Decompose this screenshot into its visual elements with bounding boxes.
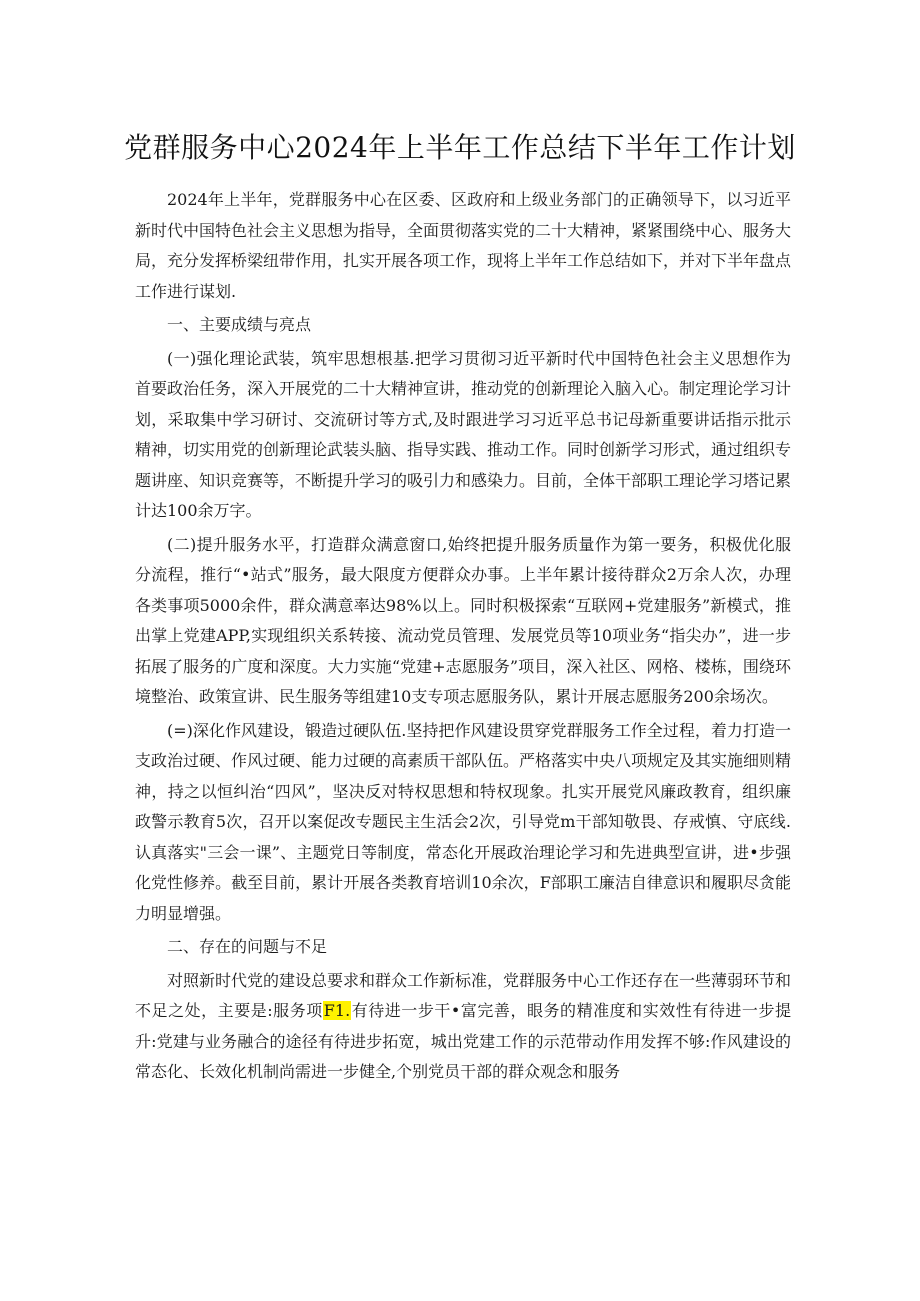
highlighted-text: F1. xyxy=(323,1001,351,1020)
document-title: 党群服务中心2024年上半年工作总结下半年工作计划 xyxy=(124,131,796,164)
problems-text-start: 对照新时代党的建设总要求和群众工作新标准，党群服务中心工作还存在一些薄弱环节和不足之处，主要是:服务项 xyxy=(135,970,792,1020)
paragraph-theory: (一)强化理论武装，筑牢思想根基.把学习贯彻习近平新时代中国特色社会主义思想作为首要政治任务，深入开展党的二十大精神宣讲，推动党的创新理论入脑入心。制定理论学习计划，采取集中学习研讨、交流研讨等方式,及时跟进学习习近平总书记母新重要讲话指示批示精神，切实用党的创新理论武装头脑、指导实践、推动工作。同时创新学习形式，通过组织专题讲座、知识竞赛等，不断提升学习的吸引力和感染力。目前，全体干部职工理论学习塔记累计达100余万字。 xyxy=(135,348,792,520)
paragraph-service: (二)提升服务水平，打造群众满意窗口,始终把提升服务质量作为第一要务，积极优化服分流程，推行“•站式”服务，最大限度方便群众办事。上半年累计接待群众2万余人次，办理各类事项5000余件，群众满意率达98%以上。同时积极探索“互联网+党建服务”新模式，推出掌上党建APP,实现组织关系转接、流动党员管理、发展党员等10项业务“指尖办”，进一步拓展了服务的广度和深度。大力实施“党建+志愿服务”项目，深入社区、网格、楼栋，围绕环境整治、政策宣讲、民生服务等组建10支专项志愿服务队，累计开展志愿服务200余场次。 xyxy=(135,534,791,706)
section-heading-problems: 二、存在的问题与不足 xyxy=(167,937,328,956)
paragraph-work-style: (=)深化作风建设，锻造过硬队伍.坚持把作风建设贯穿党群服务工作全过程，着力打造一支政治过硬、作风过硬、能力过硬的高素质干部队伍。严格落实中央八项规定及其实施细则精神，持之以恒纠治“四风”，坚决反对特权思想和特权现象。扎实开展党风廉政教育，组织廉政警示教育5次，召开以案促改专题民主生活会2次，引导党m干部知敬畏、存戒慎、守底线.认真落实"三会一课”、主题党日等制度，常态化开展政治理论学习和先进典型宣讲，进•步强化党性修养。截至目前，累计开展各类教育培训10余次，F部职工廉洁自律意识和履职尽贪能力明显增强。 xyxy=(135,720,792,923)
intro-paragraph: 2024年上半年，党群服务中心在区委、区政府和上级业务部门的正确领导下，以习近平新时代中国特色社会主义思想为指导，全面贯彻落实党的二十大精神，紧紧围绕中心、服务大局，充分发挥桥梁纽带作用，扎实开展各项工作，现将上半年工作总结如下，并对下半年盘点工作进行谋划. xyxy=(135,190,792,301)
paragraph-problems xyxy=(135,966,791,1088)
section-heading-achievements: 一、主要成绩与亮点 xyxy=(167,315,312,334)
problems-text-end: 有待进一步干•富完善，眼务的精准度和实效性有待进一步提升:党建与业务融合的途径有待进步拓宽，城出党建工作的示范带动作用发挥不够:作风建设的常态化、长效化机制尚需进一步健全,个别党员干部的群众观念和服务 xyxy=(135,1001,791,1081)
document-body xyxy=(135,185,791,1088)
